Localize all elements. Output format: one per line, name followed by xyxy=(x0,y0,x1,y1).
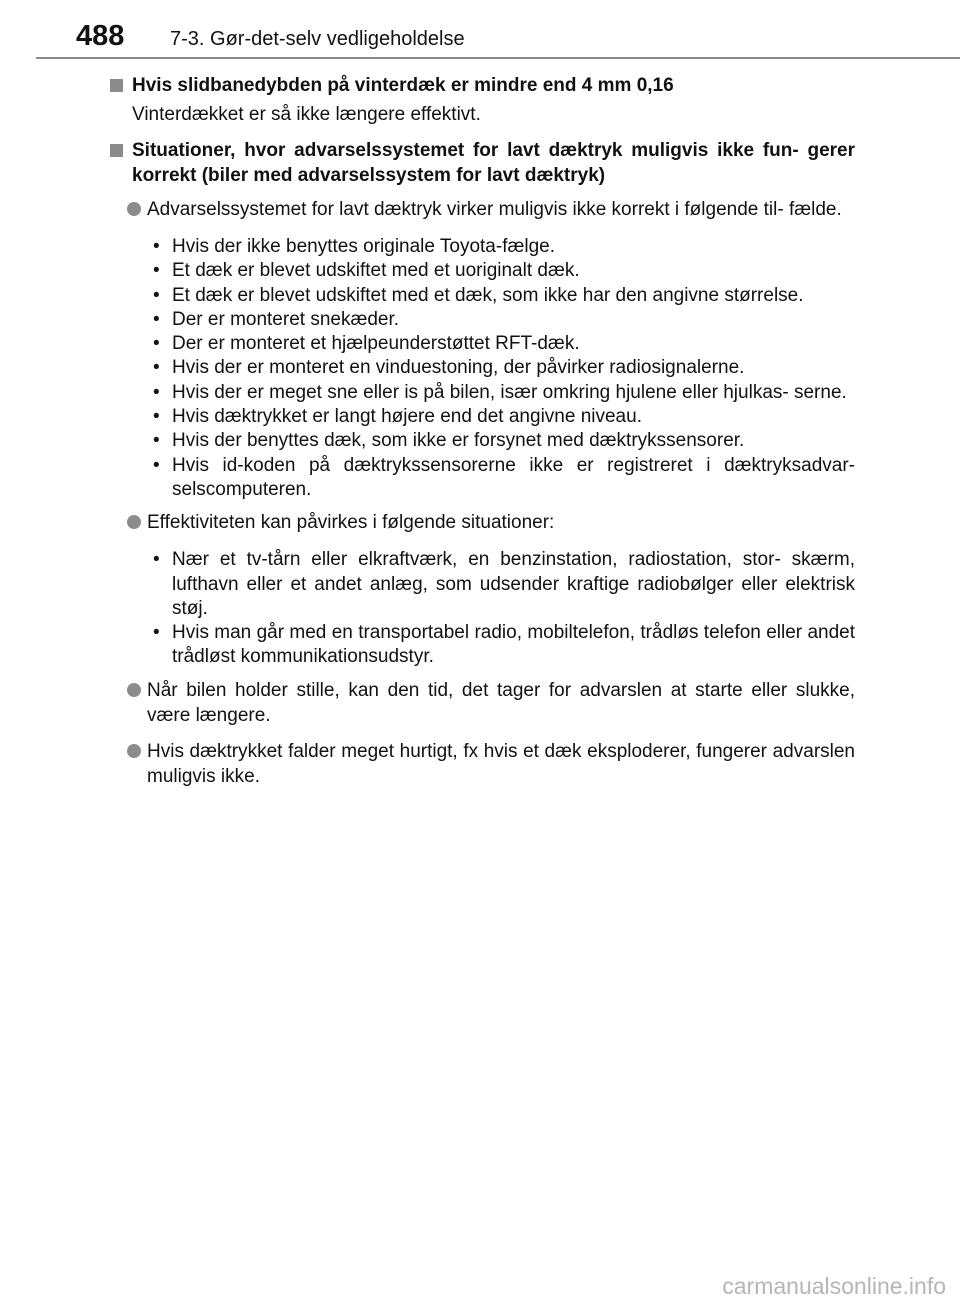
list-item: • Et dæk er blevet udskiftet med et dæk, som ikke har den angivne størrelse. xyxy=(153,284,804,306)
section-title: 7-3. Gør-det-selv vedligeholdelse xyxy=(170,28,465,50)
list-item-text: Advarselssystemet for lavt dæktryk virker muligvis ikke korrekt i følgende til- fælde. xyxy=(147,199,842,220)
list-item: • Hvis der benyttes dæk, som ikke er forsynet med dæktrykssensorer. xyxy=(153,430,745,452)
list-item-text: Effektiviteten kan påvirkes i følgende situationer: xyxy=(147,512,555,534)
circle-list-item xyxy=(110,197,855,222)
circle-list-item xyxy=(110,739,855,789)
page-number: 488 xyxy=(76,20,125,52)
circle-bullet-icon xyxy=(127,202,141,216)
watermark: carmanualsonline.info xyxy=(722,1273,946,1299)
list-item: • Hvis der ikke benyttes originale Toyota-fælge. xyxy=(153,236,556,257)
list-item: • Hvis id-koden på dæktrykssensorerne ikke er registreret i dæktryksadvar- selscomputeren. xyxy=(153,454,855,500)
list-item: • Hvis dæktrykket er langt højere end det angivne niveau. xyxy=(153,406,642,428)
section-heading xyxy=(110,138,855,188)
square-bullet-icon xyxy=(110,144,123,157)
list-item: • Hvis der er monteret en vinduestoning, der påvirker radiosignalerne. xyxy=(153,357,745,379)
header-divider xyxy=(36,57,960,59)
list-item: • Et dæk er blevet udskiftet med et uoriginalt dæk. xyxy=(153,260,580,282)
list-item: • Der er monteret snekæder. xyxy=(153,308,400,330)
list-item-text: Når bilen holder stille, kan den tid, det tager for advarslen at starte eller slukke, være længere. xyxy=(147,679,855,726)
heading-text: Situationer, hvor advarselssystemet for lavt dæktryk muligvis ikke fun- gerer korrekt (biler med advarselssystem for lavt dæktryk) xyxy=(132,140,855,186)
bullet-list xyxy=(110,548,855,669)
page-header xyxy=(0,0,960,64)
bullet-list xyxy=(110,235,855,502)
list-item: • Der er monteret et hjælpeunderstøttet RFT-dæk. xyxy=(153,333,580,355)
list-item-text: Hvis dæktrykket falder meget hurtigt, fx hvis et dæk eksploderer, fungerer advarslen muligvis ikke. xyxy=(147,740,855,787)
circle-bullet-icon xyxy=(127,744,141,758)
page-content xyxy=(110,73,855,789)
list-item: • Hvis der er meget sne eller is på bilen, især omkring hjulene eller hjulkas- serne. xyxy=(153,381,847,403)
circle-list-item xyxy=(110,678,855,728)
list-item: • Hvis man går med en transportabel radio, mobiltelefon, trådløs telefon eller andet trådløst kommunikationsudstyr. xyxy=(153,622,855,668)
section-heading xyxy=(110,73,855,98)
list-item: • Nær et tv-tårn eller elkraftværk, en benzinstation, radiostation, stor- skærm, lufthavn eller et andet anlæg, som udsender kraftige radiobølger eller elektrisk støj. xyxy=(153,549,855,619)
circle-list-item xyxy=(110,510,855,535)
paragraph: Vinterdækket er så ikke længere effektivt. xyxy=(132,104,481,125)
circle-bullet-icon xyxy=(127,683,141,697)
square-bullet-icon xyxy=(110,79,123,92)
heading-text: Hvis slidbanedybden på vinterdæk er mindre end 4 mm 0,16 xyxy=(132,75,674,96)
